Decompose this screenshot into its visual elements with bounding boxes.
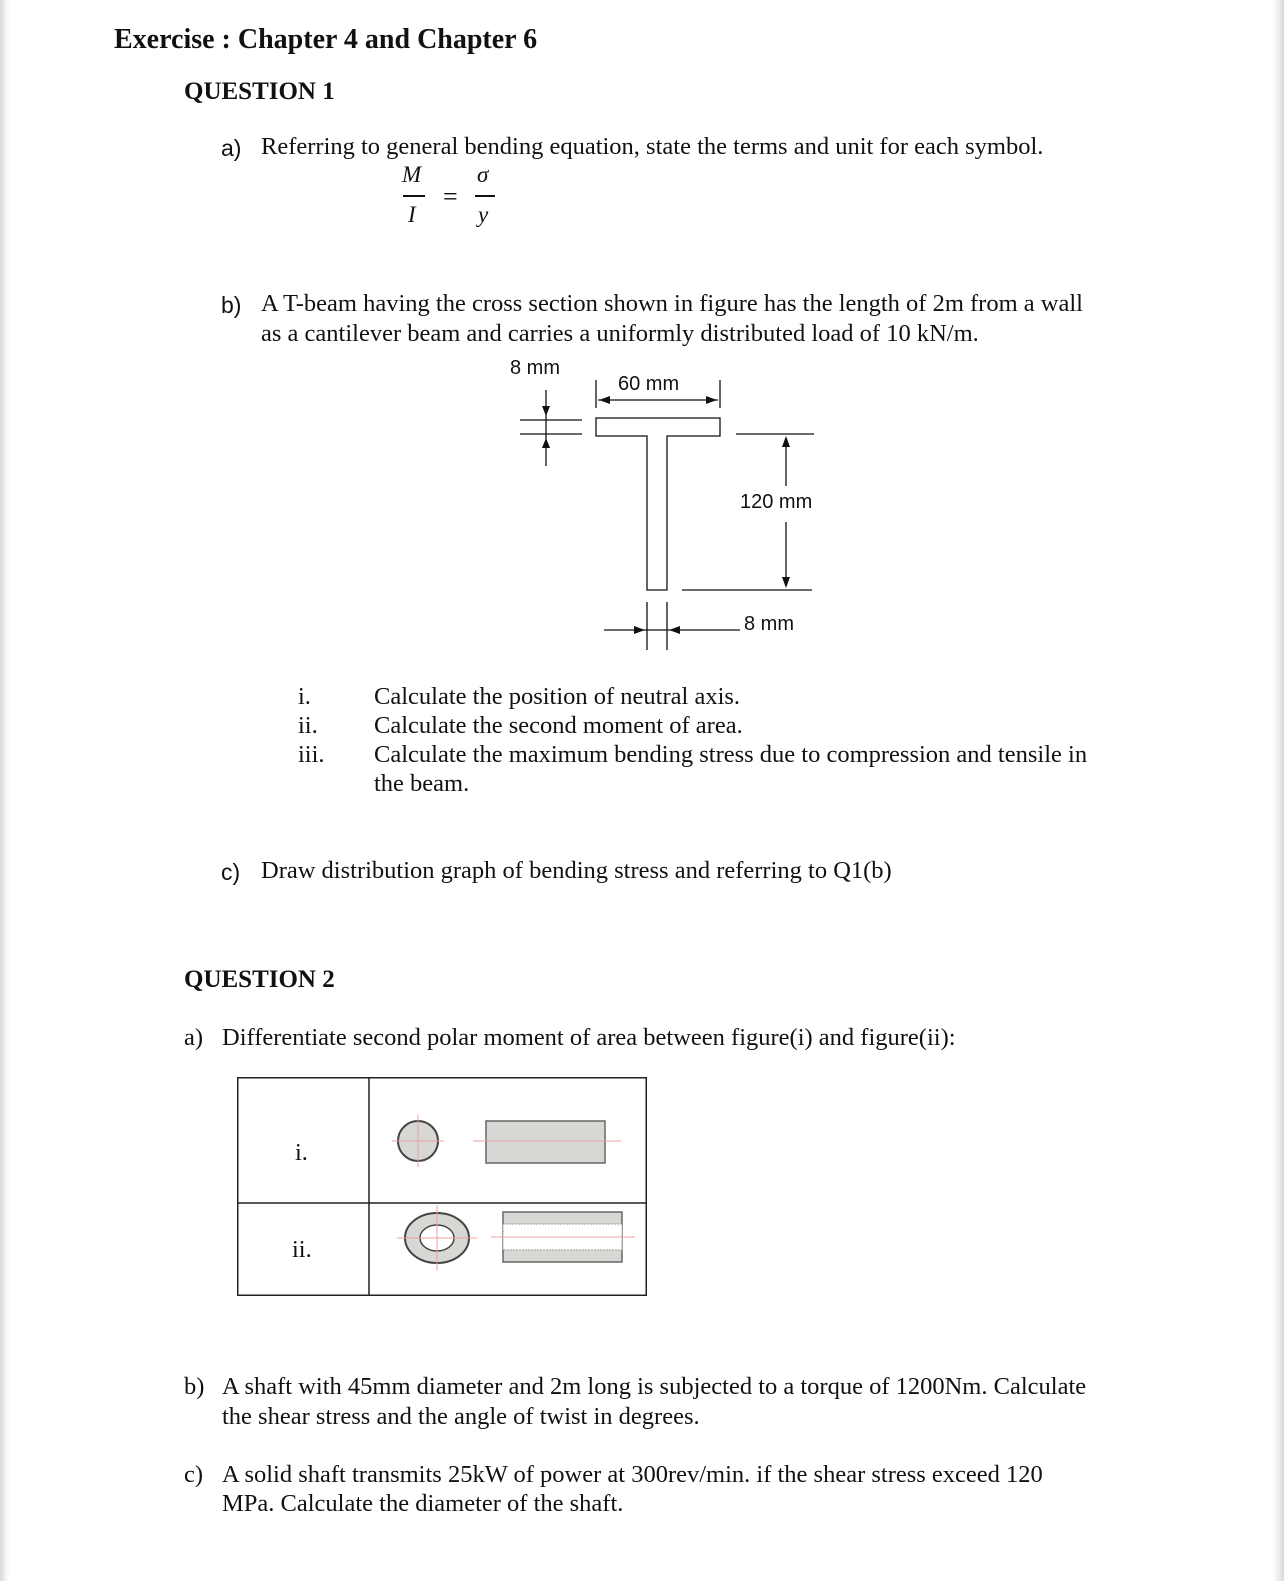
page-edge-right [1272, 0, 1284, 1581]
dim-height: 120 mm [740, 491, 813, 513]
eq-inertia-symbol: I [408, 202, 416, 227]
q2b-line2: the shear stress and the angle of twist in degrees. [222, 1403, 700, 1430]
q1b-item-1-text: Calculate the position of neutral axis. [374, 683, 741, 710]
q2b-line1: A shaft with 45mm diameter and 2m long is subjected to a torque of 1200Nm. Calculate [222, 1373, 1087, 1400]
q2c-line1: A solid shaft transmits 25kW of power at 300rev/min. if the shear stress exceed 120 [222, 1461, 1043, 1488]
page-edge-left [0, 0, 10, 1581]
q1b-item-2-num: ii. [298, 712, 318, 739]
q1b-label: b) [221, 292, 242, 318]
q1b-item-3-text: Calculate the maximum bending stress due to compression and tensile in [374, 741, 1088, 768]
dim-flange-width: 60 mm [618, 373, 680, 395]
t-beam-figure [500, 350, 840, 660]
shaft-comparison-table [237, 1077, 647, 1296]
q1b-item-3-text-cont: the beam. [374, 770, 470, 797]
question-2-heading: QUESTION 2 [184, 966, 335, 993]
q2a-text: Differentiate second polar moment of area between figure(i) and figure(ii): [222, 1024, 956, 1051]
q1a-text: Referring to general bending equation, state the terms and unit for each symbol. [261, 133, 1044, 160]
eq-y-symbol: y [478, 202, 489, 227]
eq-fraction-bar-right [475, 195, 495, 197]
table-row-2-label: ii. [292, 1236, 312, 1263]
q1b-line2: as a cantilever beam and carries a uniformly distributed load of 10 kN/m. [261, 320, 979, 347]
eq-moment-symbol: M [402, 162, 422, 187]
q1b-item-1-num: i. [298, 683, 311, 710]
solid-shaft-side-icon [473, 1121, 621, 1163]
q2a-label: a) [184, 1024, 204, 1051]
q1c-label: c) [221, 859, 241, 885]
table-row-1-label: i. [295, 1139, 308, 1166]
eq-equals-sign: = [443, 182, 458, 211]
solid-shaft-section-icon [392, 1115, 444, 1167]
q1a-label: a) [221, 135, 242, 161]
q1b-item-3-num: iii. [298, 741, 325, 768]
dim-web-thickness: 8 mm [744, 613, 794, 635]
eq-sigma-symbol: σ [477, 162, 489, 187]
q1c-text: Draw distribution graph of bending stress and referring to Q1(b) [261, 857, 892, 884]
q2b-label: b) [184, 1373, 205, 1400]
hollow-shaft-section-icon [397, 1205, 477, 1271]
hollow-shaft-side-icon [491, 1212, 635, 1262]
q2c-line2: MPa. Calculate the diameter of the shaft. [222, 1490, 624, 1517]
page-title: Exercise : Chapter 4 and Chapter 6 [114, 24, 538, 55]
t-beam-outline [596, 418, 720, 590]
q1b-line1: A T-beam having the cross section shown in figure has the length of 2m from a wall [261, 290, 1083, 317]
dim-flange-thickness: 8 mm [510, 357, 560, 379]
eq-fraction-bar-left [403, 195, 425, 197]
q1b-item-2-text: Calculate the second moment of area. [374, 712, 743, 739]
question-1-heading: QUESTION 1 [184, 78, 335, 105]
q2c-label: c) [184, 1461, 204, 1488]
